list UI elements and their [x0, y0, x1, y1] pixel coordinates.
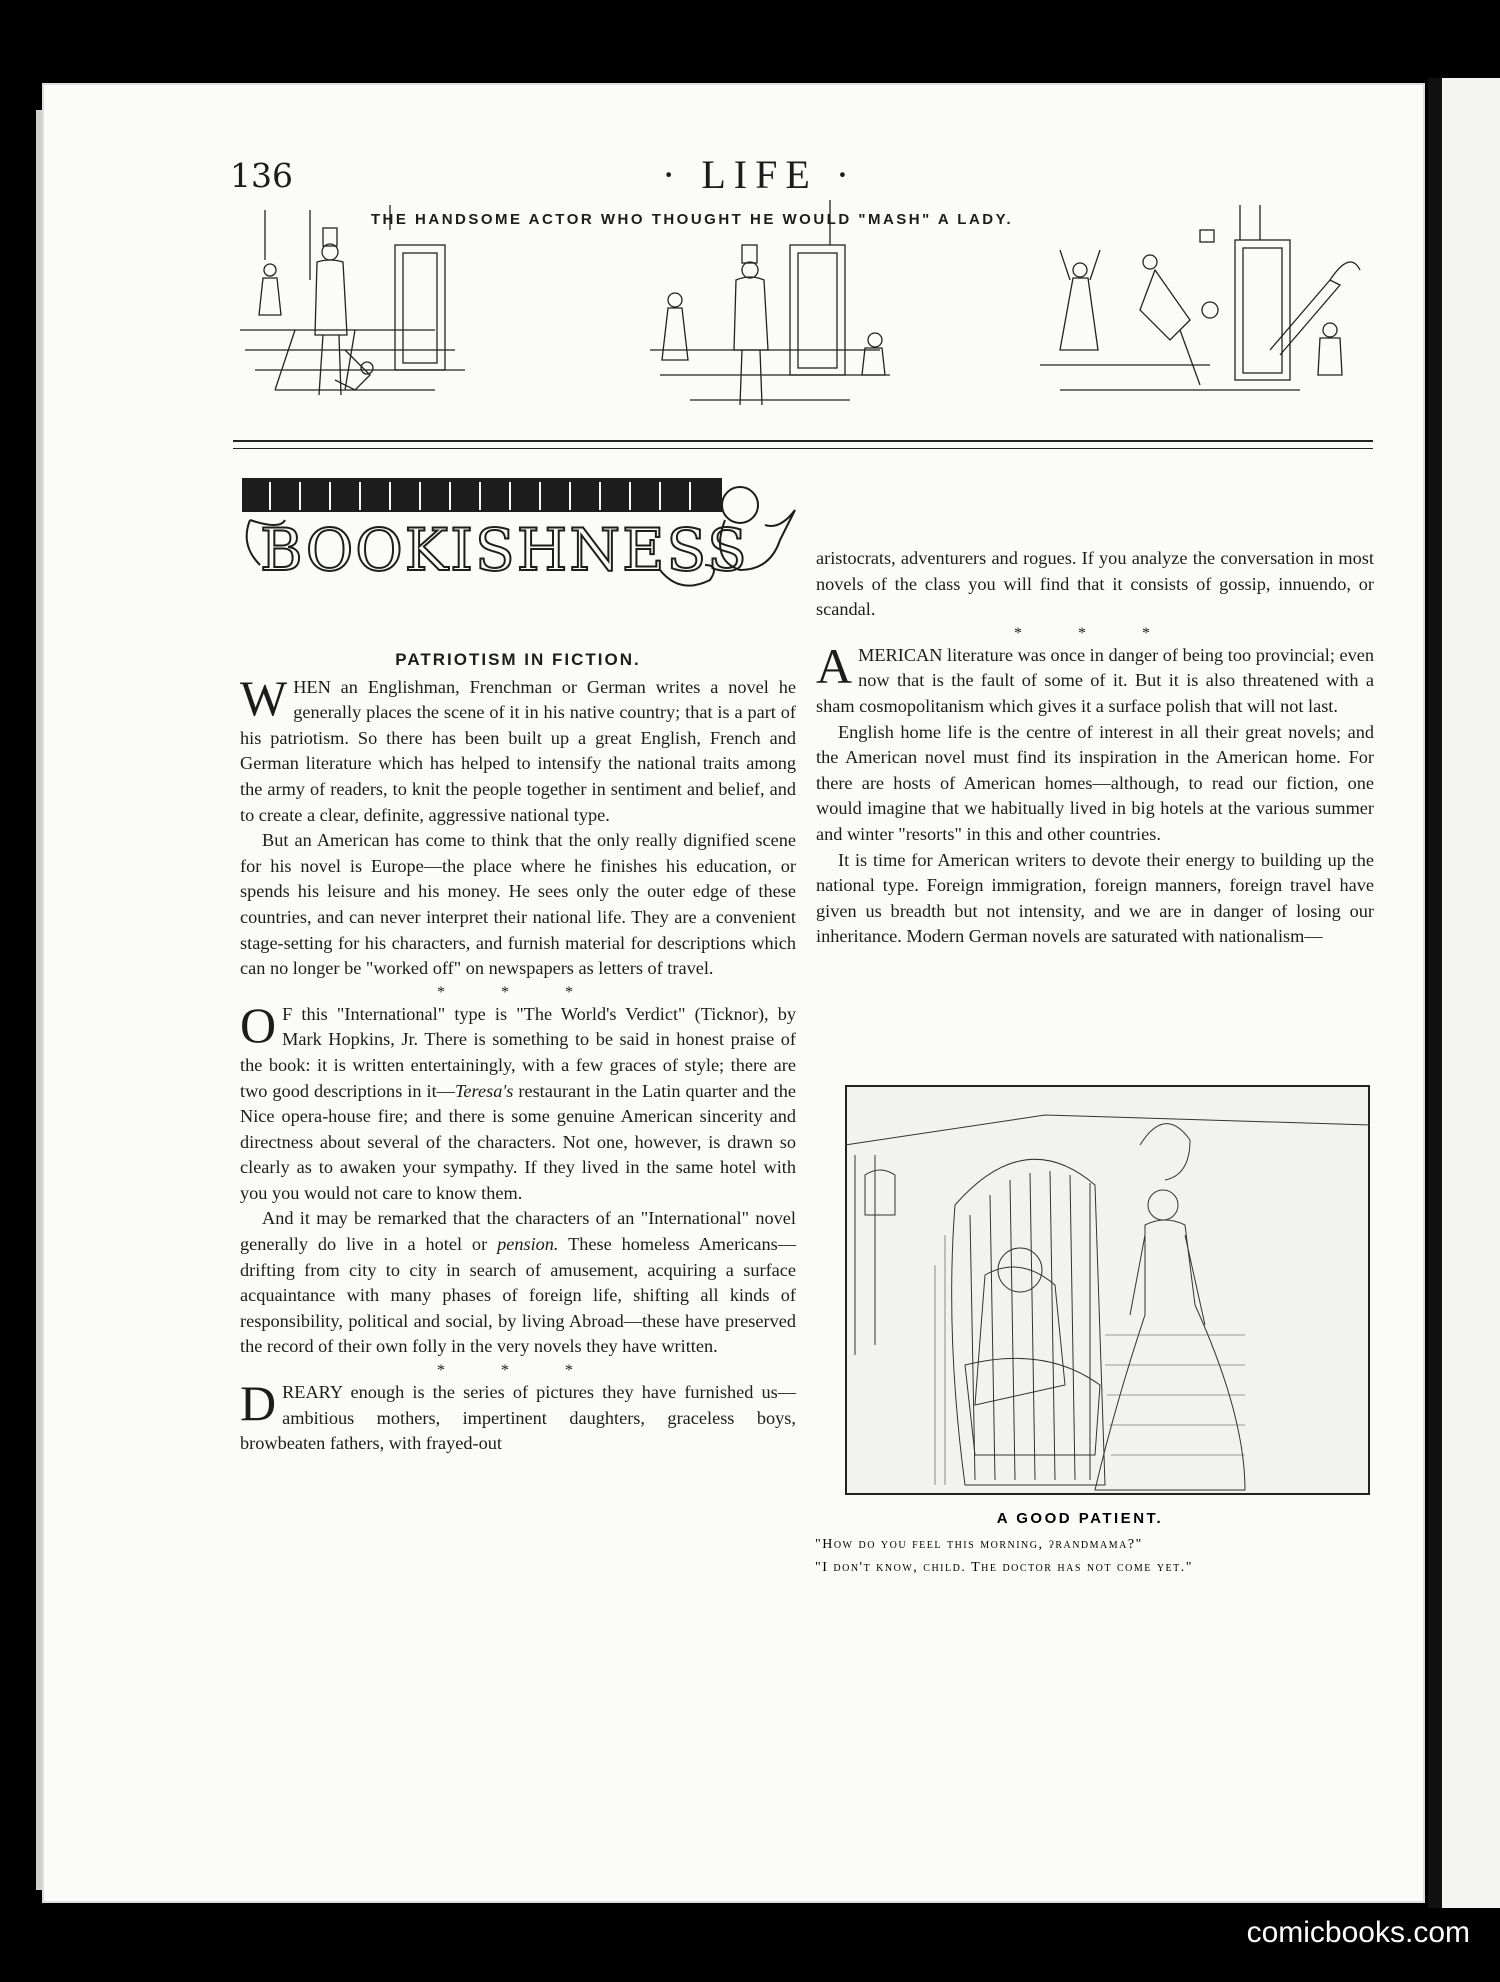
italic-text: Teresa's	[454, 1080, 514, 1101]
right-column	[816, 546, 1374, 950]
illustration-caption-title: A GOOD PATIENT.	[996, 1510, 1164, 1527]
paragraph-text: F this "International" type is "The World's Verdict" (Ticknor), by Mark Hopkins, Jr. There is something to be said in honest praise of the book: it is written entertainingly, with a few graces of style; there are two good descriptions in it—	[240, 1003, 796, 1101]
paragraph	[816, 637, 1374, 720]
section-divider	[233, 440, 1373, 449]
paragraph	[240, 1206, 796, 1360]
cartoon-panel-1	[235, 190, 500, 425]
left-column	[240, 647, 796, 1457]
paragraph-text: restaurant in the Latin quarter and the Nice opera-house fire; and there is some genuine American sincerity and directness about several of the characters. Not one, however, is drawn so clearly as to awaken your sympathy. If they lived in the same hotel with you you would not care to know them.	[240, 1080, 796, 1203]
paragraph-text: MERICAN literature was once in danger of being too provincial; even now that is the fault of some of it. But it is also threatened with a sham cosmopolitanism which gives it a surface polish that will not last.	[816, 644, 1374, 716]
paragraph: But an American has come to think that the only really dignified scene for his novel is Europe—the place where he finishes his education, or spends his leisure and his money. He sees only the outer edge of these countries, and can never interpret their national life. They are a convenient stage-setting for his characters, and furnish material for descriptions which can no longer be "worked off" on newspapers as letters of travel.	[240, 830, 796, 979]
cartoon-title: THE HANDSOME ACTOR WHO THOUGHT HE WOULD "MASH" A LADY.	[370, 211, 1014, 228]
illustration-caption-line-1: "How do you feel this morning, ɂrandmama?"	[815, 1537, 1143, 1552]
paragraph-text: And it may be remarked that the characters of an "International" novel generally do live in a hotel or	[240, 1208, 796, 1255]
drop-cap: A	[816, 637, 853, 694]
good-patient-illustration	[845, 1085, 1370, 1495]
cartoon-panel-3	[1040, 190, 1370, 425]
cartoon-panel-2	[650, 190, 910, 425]
svg-text:BOOKISHNESS: BOOKISHNESS	[260, 516, 749, 584]
paragraph-text: These homeless Americans—drifting from city to city in search of amusement, acquiring a surface acquaintance with many phases of foreign life, shifting all kinds of responsibility, political and social, by living Abroad—these have preserved the record of their own folly in the very novels they have written.	[240, 1234, 797, 1357]
facing-page-edge	[1428, 78, 1500, 1908]
paragraph-text: HEN an Englishman, Frenchman or German writes a novel he generally places the scene of it in his native country; that is a part of his patriotism. So there has been built up a great English, French and German literature which has helped to intensify the national traits among the army of readers, to knit the people together in sentiment and belief, and to create a clear, definite, aggressive national type.	[240, 676, 796, 825]
paragraph	[240, 996, 796, 1207]
section-stars: * * *	[437, 1362, 599, 1380]
illustration-caption-line-2: "I don't know, child. The doctor has not come yet."	[815, 1560, 1193, 1575]
bookishness-heading-art	[240, 470, 798, 600]
masthead: · LIFE ·	[662, 152, 858, 197]
drop-cap: D	[240, 1375, 277, 1432]
article-subhead: PATRIOTISM IN FICTION.	[395, 650, 641, 669]
paragraph: aristocrats, adventurers and rogues. If you analyze the conversation in most novels of the class you will find that it consists of gossip, innuendo, or scandal.	[816, 548, 1374, 620]
section-stars: * * *	[1014, 624, 1176, 642]
watermark: comicbooks.com	[1246, 1916, 1470, 1949]
italic-text: pension.	[497, 1234, 559, 1255]
paragraph: It is time for American writers to devote their energy to building up the national type. Foreign immigration, foreign manners, foreign travel have given us breadth but not intensity, and we are in danger of losing our inheritance. Modern German novels are saturated with nationalism—	[816, 849, 1374, 947]
drop-cap: O	[240, 996, 277, 1053]
paragraph	[240, 1375, 796, 1457]
section-stars: * * *	[437, 983, 599, 1001]
page-number: 136	[230, 156, 293, 195]
paragraph: English home life is the centre of interest in all their great novels; and the American novel must find its inspiration in the American home. For there are hosts of American homes—although, to read our fiction, one would imagine that we habitually lived in big hotels at the various summer and winter "resorts" in this and other countries.	[816, 721, 1374, 844]
drop-cap: W	[240, 669, 288, 726]
paragraph	[240, 669, 796, 829]
paragraph-text: REARY enough is the series of pictures they have furnished us—ambitious mothers, impertinent daughters, graceless boys, browbeaten fathers, with frayed-out	[240, 1382, 796, 1454]
